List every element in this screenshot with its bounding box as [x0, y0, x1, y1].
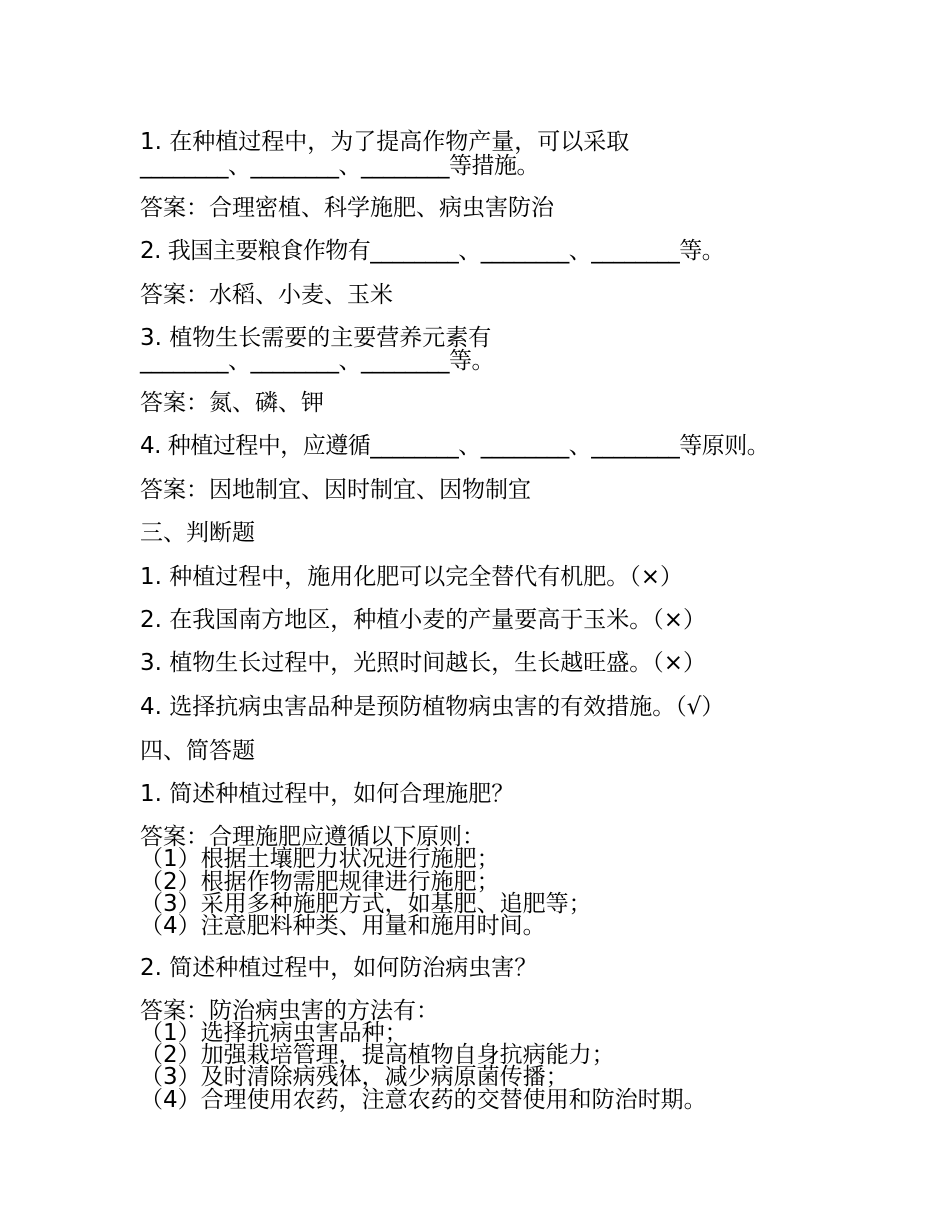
short-answer-q1-point-1: （1）根据土壤肥力状况进行施肥；: [140, 846, 500, 872]
fill-in-q4-answer: 答案：因地制宜、因时制宜、因物制宜: [140, 477, 531, 503]
fill-in-q2-answer: 答案：水稻、小麦、玉米: [140, 282, 393, 308]
short-answer-q1-point-3: （3）采用多种施肥方式，如基肥、追肥等；: [140, 891, 592, 917]
short-answer-q2-point-2: （2）加强栽培管理，提高植物自身抗病能力；: [140, 1042, 615, 1068]
fill-in-q4-question: 4. 种植过程中，应遵循________、________、________等原则。: [140, 433, 770, 459]
short-answer-q1-question: 1. 简述种植过程中，如何合理施肥？: [140, 781, 515, 807]
true-false-item-2: 2. 在我国南方地区，种植小麦的产量要高于玉米。（×）: [140, 607, 707, 633]
short-answer-q2-question: 2. 简述种植过程中，如何防治病虫害？: [140, 955, 538, 981]
fill-in-q1-line1: 1. 在种植过程中，为了提高作物产量，可以采取: [140, 129, 630, 155]
short-answer-q2-point-1: （1）选择抗病虫害品种；: [140, 1020, 408, 1046]
fill-in-q1-answer: 答案：合理密植、科学施肥、病虫害防治: [140, 195, 554, 221]
true-false-item-3: 3. 植物生长过程中，光照时间越长，生长越旺盛。（×）: [140, 650, 707, 676]
fill-in-q2-question: 2. 我国主要粮食作物有________、________、________等。: [140, 238, 725, 264]
short-answer-q1-point-2: （2）根据作物需肥规律进行施肥；: [140, 869, 500, 895]
short-answer-q2-point-3: （3）及时清除病残体，减少病原菌传播；: [140, 1064, 569, 1090]
short-answer-q2-answer-intro: 答案：防治病虫害的方法有：: [140, 998, 439, 1024]
fill-in-q3-line1: 3. 植物生长需要的主要营养元素有: [140, 325, 492, 351]
true-false-heading: 三、判断题: [140, 520, 255, 546]
true-false-item-1: 1. 种植过程中，施用化肥可以完全替代有机肥。（×）: [140, 564, 684, 590]
short-answer-q1-point-4: （4）注意肥料种类、用量和施用时间。: [140, 913, 546, 939]
fill-in-q1-line2: ________、________、________等措施。: [140, 153, 539, 179]
short-answer-q1-answer-intro: 答案：合理施肥应遵循以下原则：: [140, 824, 485, 850]
true-false-item-4: 4. 选择抗病虫害品种是预防植物病虫害的有效措施。（√）: [140, 694, 725, 720]
fill-in-q3-answer: 答案：氮、磷、钾: [140, 390, 324, 416]
fill-in-q3-line2: ________、________、________等。: [140, 348, 494, 374]
short-answer-q2-point-4: （4）合理使用农药，注意农药的交替使用和防治时期。: [140, 1087, 707, 1113]
short-answer-heading: 四、简答题: [140, 738, 255, 764]
